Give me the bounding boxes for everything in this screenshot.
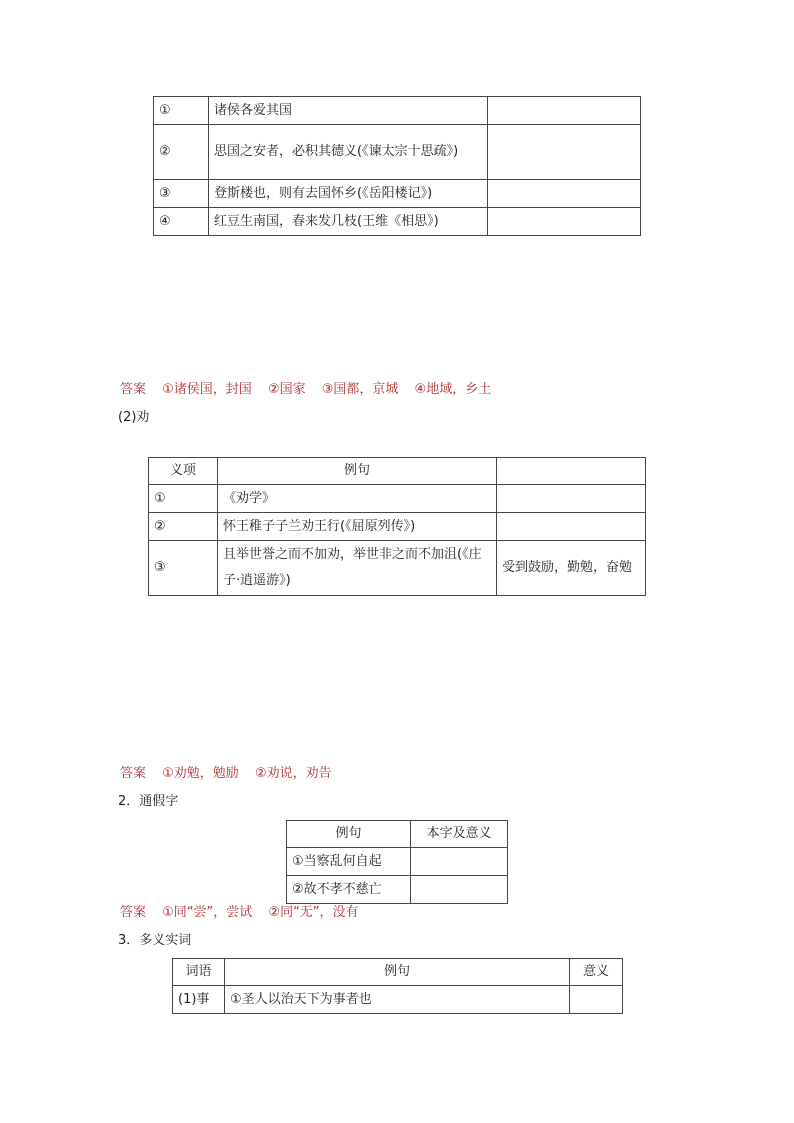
heading-quan: (2)劝	[118, 410, 150, 425]
section-2-title: 2．通假字	[118, 794, 179, 809]
table-row	[173, 986, 623, 1014]
example-sentence: ②故不孝不慈亡	[287, 876, 411, 904]
table-row	[287, 876, 508, 904]
example-sentence: 且举世誉之而不加劝，举世非之而不加沮(《庄子·逍遥游》)	[218, 541, 497, 596]
row-number: ②	[154, 125, 209, 180]
example-sentence: 思国之安者，必积其德义(《谏太宗十思疏》)	[209, 125, 488, 180]
section-3-title: 3．多义实词	[118, 933, 192, 948]
header-benzi: 本字及意义	[411, 821, 508, 848]
table-duoyi	[172, 958, 623, 1014]
row-number: ④	[154, 208, 209, 236]
meaning-cell	[488, 208, 641, 236]
example-sentence: ①当察乱何自起	[287, 848, 411, 876]
header-yiyi: 意义	[570, 959, 623, 986]
table-row	[154, 97, 641, 125]
table-header-row	[287, 821, 508, 848]
example-sentence: 红豆生南国，春来发几枝(王维《相思》)	[209, 208, 488, 236]
answer-line-3	[120, 903, 359, 923]
table-row	[287, 848, 508, 876]
row-number: ③	[154, 180, 209, 208]
answer-item: ②劝说，劝告	[254, 766, 332, 781]
example-sentence: 登斯楼也，则有去国怀乡(《岳阳楼记》)	[209, 180, 488, 208]
table-row	[154, 208, 641, 236]
meaning-cell	[570, 986, 623, 1014]
meaning-cell: 受到鼓励，勤勉，奋勉	[497, 541, 646, 596]
table-row	[149, 541, 646, 596]
header-liju: 例句	[287, 821, 411, 848]
table-row	[154, 125, 641, 180]
answer-line-1	[120, 380, 491, 400]
header-liju: 例句	[218, 458, 497, 485]
header-ciyu: 词语	[173, 959, 225, 986]
table-row	[149, 513, 646, 541]
row-number: ③	[149, 541, 218, 596]
example-sentence: 《劝学》	[218, 485, 497, 513]
header-meaning	[497, 458, 646, 485]
meaning-cell	[411, 848, 508, 876]
table-header-row	[149, 458, 646, 485]
table-tongjia	[286, 820, 508, 904]
example-sentence: 怀王稚子子兰劝王行(《屈原列传》)	[218, 513, 497, 541]
answer-item: ②国家	[267, 382, 306, 397]
example-sentence: 诸侯各爱其国	[209, 97, 488, 125]
header-yixiang: 义项	[149, 458, 218, 485]
answer-item: ②同“无”，没有	[268, 905, 359, 920]
answer-label: 答案	[120, 905, 147, 920]
table-row	[154, 180, 641, 208]
meaning-cell	[488, 97, 641, 125]
table-quan	[148, 457, 646, 596]
table-header-row	[173, 959, 623, 986]
answer-item: ①同“尝”，尝试	[162, 905, 253, 920]
meaning-cell	[497, 513, 646, 541]
table-row	[149, 485, 646, 513]
answer-item: ④地域，乡土	[414, 382, 492, 397]
meaning-cell	[411, 876, 508, 904]
example-sentence: ①圣人以治天下为事者也	[225, 986, 570, 1014]
answer-label: 答案	[120, 766, 147, 781]
meaning-cell	[488, 125, 641, 180]
row-number: ①	[149, 485, 218, 513]
meaning-cell	[497, 485, 646, 513]
answer-item: ③国都，京城	[321, 382, 399, 397]
meaning-cell	[488, 180, 641, 208]
row-number: ①	[154, 97, 209, 125]
row-number: ②	[149, 513, 218, 541]
word-cell: (1)事	[173, 986, 225, 1014]
answer-label: 答案	[120, 382, 147, 397]
header-liju: 例句	[225, 959, 570, 986]
answer-item: ①劝勉，勉励	[162, 766, 239, 781]
answer-line-2	[120, 764, 332, 784]
answer-item: ①诸侯国，封国	[162, 382, 252, 397]
table-guo	[153, 96, 641, 236]
